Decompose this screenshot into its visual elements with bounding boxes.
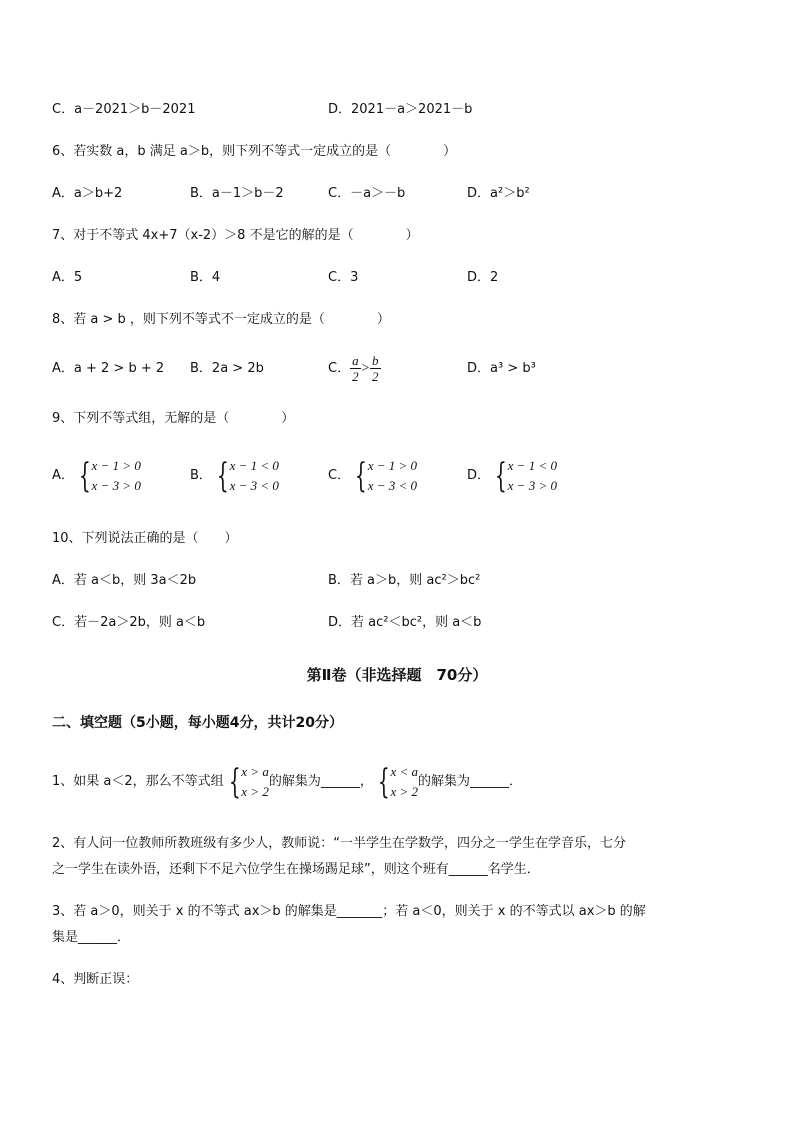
q8-option-d: D．a³ > b³ [467, 361, 536, 376]
q6-option-d: D．a²＞b² [467, 186, 530, 201]
left-brace-icon: { [228, 762, 241, 802]
section-title: 第Ⅱ卷（非选择题 70分） [306, 666, 488, 684]
q9-option-b [190, 456, 279, 496]
system-row: x − 3 < 0 [367, 478, 418, 493]
q7-option-d: D．2 [467, 270, 499, 285]
q7-option-a: A．5 [52, 270, 83, 285]
q8-option-c-label: C． [328, 361, 351, 376]
fill-question-3 [52, 899, 742, 951]
part-title: 二、填空题（5小题，每小题4分，共计20分） [52, 715, 343, 731]
left-brace-icon: { [78, 456, 91, 496]
fraction-numerator: a [352, 353, 359, 368]
q7-stem: 7、对于不等式 4x+7（x-2）＞8 不是它的解的是（ ） [52, 228, 419, 243]
q8-stem: 8、若 a > b ，则下列不等式不一定成立的是（ ） [52, 312, 390, 327]
system-row: x − 1 < 0 [507, 458, 557, 473]
inequality-system [190, 456, 279, 496]
question-text: 的解集为______， [268, 774, 373, 789]
q6-option-b: B．a－1＞b－2 [190, 186, 284, 201]
q6-stem: 6、若实数 a，b 满足 a＞b，则下列不等式一定成立的是（ ） [52, 144, 457, 159]
gt-sign: > [360, 361, 371, 376]
question-text: 1、如果 a＜2，那么不等式组 [52, 774, 224, 789]
q9-option-c-label: C． [328, 468, 351, 483]
fill-question-2 [52, 831, 742, 883]
system-row: x − 3 > 0 [91, 478, 141, 493]
q9-option-c [328, 456, 417, 496]
q10-option-c: C．若－2a＞2b，则 a＜b [52, 615, 206, 630]
question-line: 集是______． [52, 930, 131, 945]
q10-option-b: B．若 a＞b，则 ac²＞bc² [328, 573, 481, 588]
q9-option-d [467, 456, 557, 496]
q9-option-a-label: A． [52, 468, 74, 483]
inequality-system [467, 456, 557, 496]
system-row: x > 2 [241, 784, 269, 799]
system-row: x − 1 > 0 [91, 458, 141, 473]
q8-option-c [328, 350, 381, 388]
inequality-system [328, 456, 417, 496]
q8-option-a: A．a + 2 > b + 2 [52, 361, 165, 376]
question-line: 3、若 a＞0，则关于 x 的不等式 ax＞b 的解集是_______；若 a＜0，则关于 x 的不等式以 ax＞b 的解 [52, 904, 646, 919]
question-text: 的解集为______． [418, 774, 523, 789]
fill-question-1-content [52, 762, 522, 802]
system-row: x − 3 < 0 [229, 478, 279, 493]
system-row: x − 1 < 0 [229, 458, 279, 473]
q7-option-b: B．4 [190, 270, 221, 285]
question-line: 之一学生在读外语，还剩下不足六位学生在操场踢足球”，则这个班有______名学生． [52, 862, 540, 877]
fraction-b-over-2 [370, 353, 381, 384]
q9-option-d-label: D． [467, 468, 491, 483]
inequality-system [52, 456, 141, 496]
fraction-a-over-2 [350, 353, 361, 384]
left-brace-icon: { [354, 456, 367, 496]
q6-option-c: C．－a＞－b [328, 186, 406, 201]
question-line: 2、有人问一位教师所教班级有多少人，教师说：“一半学生在学数学，四分之一学生在学音乐，七分 [52, 836, 627, 851]
q5-option-d: D．2021－a＞2021－b [328, 102, 473, 117]
fill-question-1 [52, 762, 522, 802]
q7-option-c: C．3 [328, 270, 359, 285]
q6-option-a: A．a＞b+2 [52, 186, 123, 201]
q9-stem: 9、下列不等式组，无解的是（ ） [52, 411, 295, 426]
q5-option-c: C．a－2021＞b－2021 [52, 102, 196, 117]
left-brace-icon: { [216, 456, 229, 496]
left-brace-icon: { [377, 762, 390, 802]
fill-question-4: 4、判断正误： [52, 972, 139, 987]
system-row: x − 1 > 0 [367, 458, 418, 473]
q8-option-b: B．2a > 2b [190, 361, 264, 376]
q10-stem: 10、下列说法正确的是（ ） [52, 531, 238, 546]
q10-option-a: A．若 a＜b，则 3a＜2b [52, 573, 197, 588]
q9-option-b-label: B． [190, 468, 212, 483]
q9-option-a [52, 456, 141, 496]
fraction-denominator: 2 [352, 369, 359, 384]
system-row: x < a [390, 764, 419, 779]
left-brace-icon: { [494, 456, 507, 496]
system-row: x > a [241, 764, 269, 779]
system-row: x − 3 > 0 [507, 478, 557, 493]
q10-option-d: D．若 ac²＜bc²，则 a＜b [328, 615, 482, 630]
fraction-denominator: 2 [372, 369, 379, 384]
system-row: x > 2 [390, 784, 419, 799]
fraction-numerator: b [372, 353, 379, 368]
